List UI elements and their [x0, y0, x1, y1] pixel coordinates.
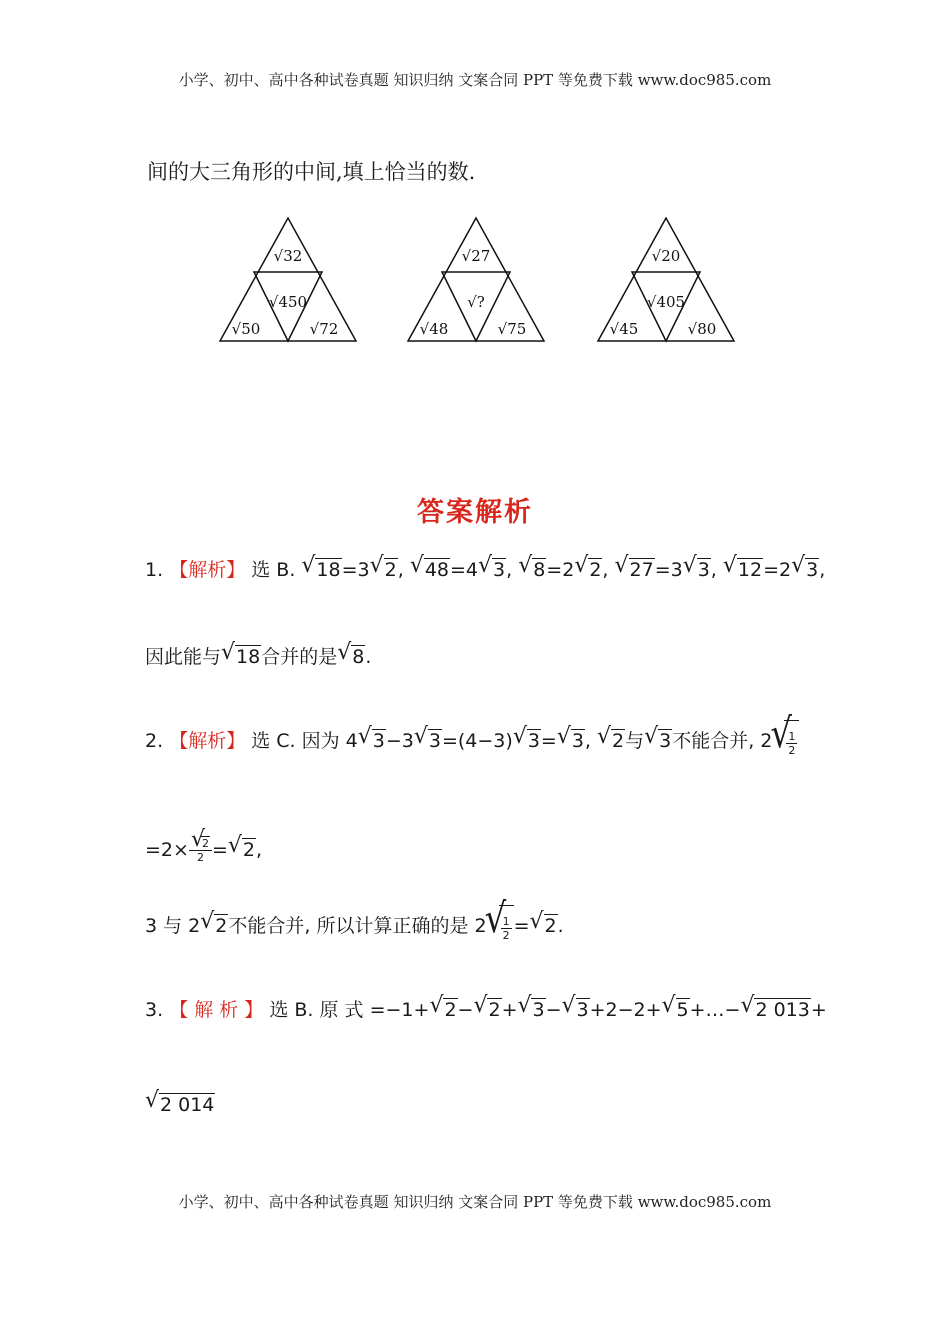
tri1-top: √32	[273, 247, 303, 265]
tri1-left: √50	[231, 320, 261, 338]
answer-2-line-3: 3 与 2√ 2不能合并, 所以计算正确的是 2 √ $\frac{1}{2}$ =√ 2.	[145, 905, 564, 948]
tri3-center: √405	[646, 293, 686, 311]
triangle-puzzle-2	[406, 215, 546, 349]
answer-1-line-2: 因此能与√ 18合并的是√ 8.	[145, 637, 371, 677]
answer-3-line-1: 3. 【 解 析 】 选 B. 原 式 =−1+√ 2−√ 2+√ 3−√ 3+2−2+√ 5+…−√ 2 013+	[145, 990, 827, 1030]
analysis-tag-2: 【解析】	[169, 730, 246, 752]
triangle-puzzle-3	[596, 215, 736, 349]
answer-choice: 选 B.	[251, 559, 296, 581]
tri2-right: √75	[497, 320, 527, 338]
answer-number: 1.	[145, 559, 164, 581]
tri3-left: √45	[609, 320, 639, 338]
tri3-right: √80	[687, 320, 717, 338]
answer-2-line-2: =2× √ $\frac{2}{2}$ =√ 2,	[145, 830, 262, 870]
tri2-left: √48	[419, 320, 449, 338]
sqrt-18: √ 18	[302, 550, 341, 590]
answer-2-line-1: 2. 【解析】 选 C. 因为 4√ 3−3√ 3=(4−3)√ 3=√ 3, √ 2与√ 3不能合并, 2 √ $\frac{1}{2}$	[145, 720, 799, 763]
tri1-right: √72	[309, 320, 339, 338]
triangle-puzzle-1	[218, 215, 358, 349]
analysis-tag: 【解析】	[169, 559, 246, 581]
answer-heading: 答案解析	[417, 497, 533, 528]
tri2-center: √?	[467, 293, 485, 311]
analysis-tag-3: 【 解 析 】	[169, 999, 264, 1021]
header-banner: 小学、初中、高中各种试卷真题 知识归纳 文案合同 PPT 等免费下载 www.doc985.com	[178, 71, 772, 89]
answer-3-line-2: √ 2 014	[145, 1085, 215, 1125]
tri2-top: √27	[461, 247, 491, 265]
tri1-center: √450	[268, 293, 308, 311]
answer-1-line-1: 1. 【解析】 选 B. √ 18=3√ 2, √ 48=4√ 3, √ 8=2√ 2, √ 27=3√ 3, √ 12=2√ 3,	[145, 550, 825, 590]
tri3-top: √20	[651, 247, 681, 265]
footer-banner: 小学、初中、高中各种试卷真题 知识归纳 文案合同 PPT 等免费下载 www.doc985.com	[178, 1193, 772, 1211]
intro-text: 间的大三角形的中间,填上恰当的数.	[147, 160, 476, 184]
